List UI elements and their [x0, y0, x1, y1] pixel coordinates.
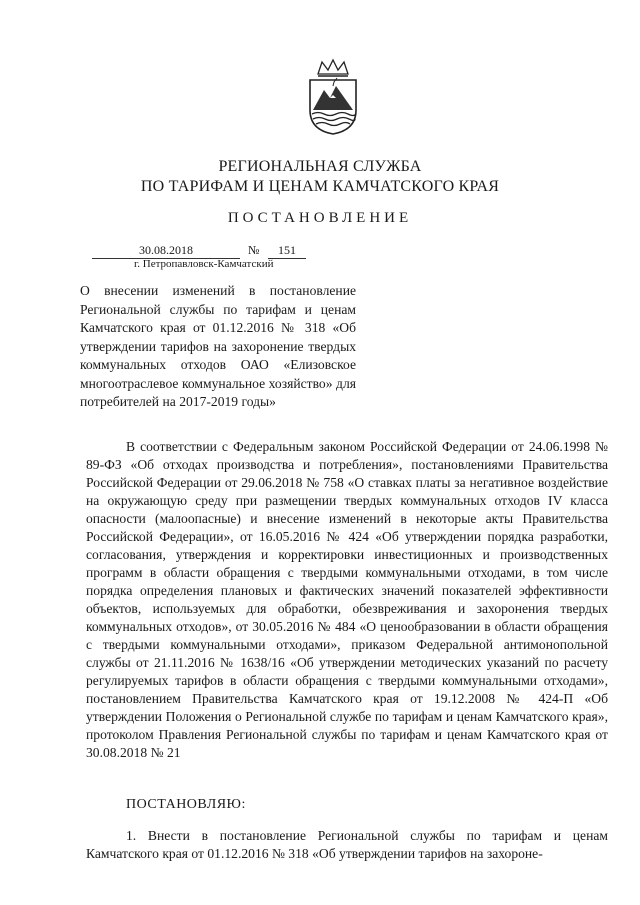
- document-date: 30.08.2018: [92, 243, 240, 259]
- kamchatka-coat-of-arms-icon: [304, 58, 362, 136]
- document-subject: О внесении изменений в постановление Региональной службы по тарифам и ценам Камчатского края от 01.12.2016 № 318 «Об утверждении тарифов на захоронение твердых коммунальных отходов ОАО «Елизовское многоотраслевое коммунальное хозяйство» для потребителей на 2017-2019 годы»: [80, 283, 356, 409]
- preamble-paragraph: В соответствии с Федеральным законом Российской Федерации от 24.06.1998 № 89-ФЗ «Об отходах производства и потребления», постановлениями Правительства Российской Федерации от 29.06.2018 № 758 «О ставках платы за негативное воздействие на окружающую среду при размещении твердых коммунальных отходов IV класса опасности (малоопасные) и внесение изменений в некоторые акты Правительства Российской Федерации», от 16.05.2016 № 424 «Об утверждении порядка разработки, согласования, утверждения и корректировки инвестиционных и производственных программ в области обращения с твердыми коммунальными отходами, в том числе порядка определения плановых и фактических значений показателей эффективности объектов, используемых для обработки, обезвреживания и захоронения твердых коммунальных отходов», от 30.05.2016 № 484 «О ценообразовании в области обращения с твердыми коммунальными отходами», приказом Федеральной антимонопольной службы от 21.11.2016 № 1638/16 «Об утверждении методических указаний по расчету регулируемых тарифов в области обращения с твердыми коммунальными отходами», постановлением Правительства Камчатского края от 19.12.2008 № 424-П «Об утверждении Положения о Региональной службе по тарифам и ценам Камчатского края», протоколом Правления Региональной службы по тарифам и ценам Камчатского края от 30.08.2018 № 21: [86, 439, 608, 760]
- item-1-paragraph: 1. Внести в постановление Региональной службы по тарифам и ценам Камчатского края от 01.12.2016 № 318 «Об утверждении тарифов на захороне-: [86, 828, 608, 861]
- document-number: 151: [268, 243, 306, 259]
- city-name: г. Петропавловск-Камчатский: [134, 258, 274, 270]
- decree-word: ПОСТАНОВЛЯЮ:: [126, 797, 246, 812]
- document-type-title: ПОСТАНОВЛЕНИЕ: [227, 210, 413, 226]
- organization-name-line2: ПО ТАРИФАМ И ЦЕНАМ КАМЧАТСКОГО КРАЯ: [140, 178, 500, 195]
- number-sign: №: [248, 243, 260, 257]
- organization-name-line1: РЕГИОНАЛЬНАЯ СЛУЖБА: [218, 158, 422, 175]
